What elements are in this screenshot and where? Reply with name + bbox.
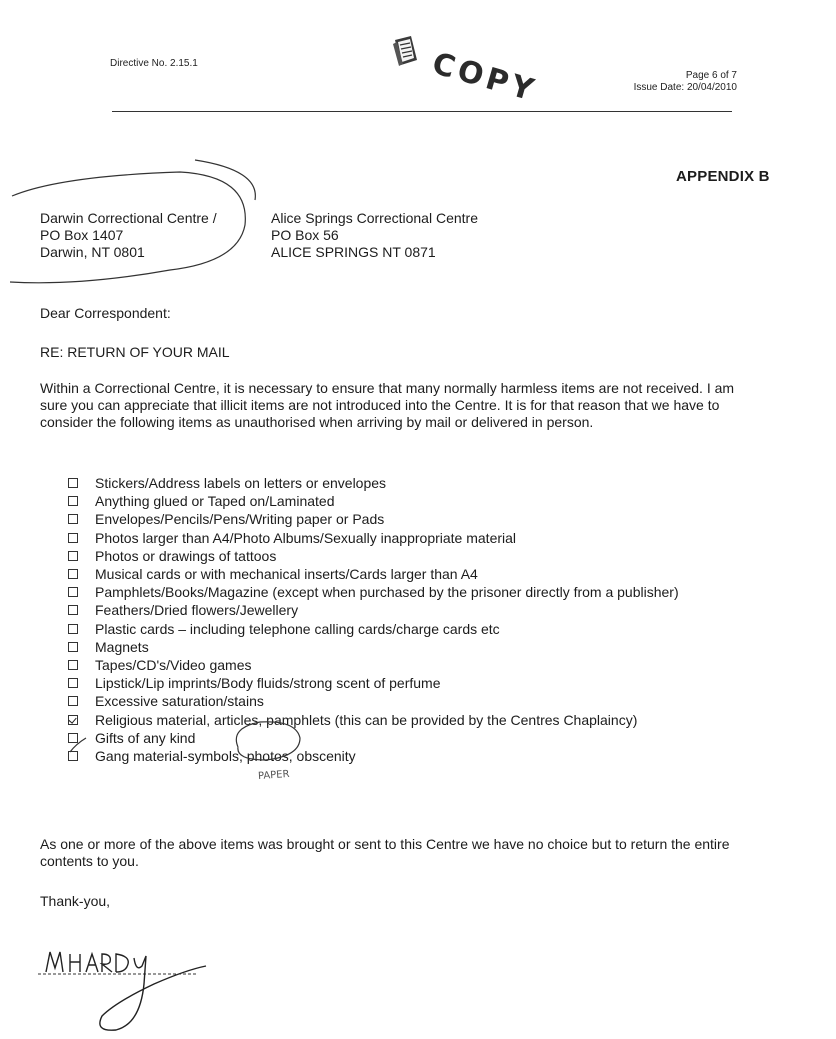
list-item <box>68 565 768 583</box>
item-text: Gang material-symbols, photos, obscenity <box>95 748 356 765</box>
list-item <box>68 601 768 619</box>
list-item <box>68 547 768 565</box>
list-item <box>68 474 768 492</box>
checkbox-icon <box>68 696 78 706</box>
list-item <box>68 692 768 710</box>
item-text: Tapes/CD's/Video games <box>95 657 252 674</box>
item-text: Feathers/Dried flowers/Jewellery <box>95 602 299 619</box>
darwin-address-line: PO Box 1407 <box>40 227 124 243</box>
checkbox-icon <box>68 733 78 743</box>
list-item <box>68 747 768 765</box>
list-item <box>68 638 768 656</box>
item-text: Photos larger than A4/Photo Albums/Sexually inappropriate material <box>95 529 517 546</box>
re-line: RE: RETURN OF YOUR MAIL <box>40 344 230 360</box>
issue-date: Issue Date: 20/04/2010 <box>633 82 737 93</box>
signature <box>36 944 216 1034</box>
document-stamp-icon <box>391 34 421 68</box>
checkbox-icon <box>68 551 78 561</box>
list-item <box>68 711 768 729</box>
item-text: Pamphlets/Books/Magazine (except when purchased by the prisoner directly from a publisher) <box>95 584 679 601</box>
checkbox-icon <box>68 642 78 652</box>
item-text: Stickers/Address labels on letters or envelopes <box>95 475 387 491</box>
darwin-address-line: Darwin, NT 0801 <box>40 244 145 260</box>
checkbox-icon <box>68 514 78 524</box>
checkbox-icon <box>68 751 78 761</box>
checkbox-icon <box>68 587 78 597</box>
handwritten-note: PAPER <box>257 768 290 783</box>
alice-address-line: Alice Springs Correctional Centre <box>271 210 478 226</box>
intro-paragraph: Within a Correctional Centre, it is necessary to ensure that many normally harmless items are not received. I am sure you can appreciate that illicit items are not introduced into the Centre. It is for that reason that we have to consider the following items as unauthorised when arriving by mail or delivered in person. <box>40 380 735 430</box>
checkbox-icon <box>68 478 78 488</box>
checked-checkbox-icon <box>68 715 78 725</box>
item-text: Envelopes/Pencils/Pens/Writing paper or Pads <box>95 511 385 528</box>
checkbox-icon <box>68 624 78 634</box>
item-text: Anything glued or Taped on/Laminated <box>95 493 335 510</box>
header-rule <box>112 111 732 112</box>
copy-stamp: COPY <box>428 46 542 110</box>
list-item <box>68 620 768 638</box>
checkbox-icon <box>68 533 78 543</box>
unauthorised-items-list <box>68 474 768 765</box>
signoff: Thank-you, <box>40 893 111 909</box>
list-item <box>68 510 768 528</box>
item-text: Musical cards or with mechanical inserts/Cards larger than A4 <box>95 566 478 583</box>
item-text: Gifts of any kind <box>95 729 196 746</box>
closing-paragraph: As one or more of the above items was brought or sent to this Centre we have no choice but to return the entire contents to you. <box>40 836 730 869</box>
list-item <box>68 583 768 601</box>
alice-address-line: ALICE SPRINGS NT 0871 <box>271 244 436 260</box>
alice-address-line: PO Box 56 <box>271 227 339 243</box>
list-item <box>68 656 768 674</box>
item-text: Plastic cards – including telephone calling cards/charge cards etc <box>95 620 500 637</box>
checkbox-icon <box>68 569 78 579</box>
checkbox-icon <box>68 678 78 688</box>
salutation: Dear Correspondent: <box>40 305 171 321</box>
list-item <box>68 492 768 510</box>
alice-springs-address <box>271 210 478 261</box>
page-number: Page 6 of 7 <box>685 70 737 81</box>
item-text: Lipstick/Lip imprints/Body fluids/strong scent of perfume <box>95 675 441 692</box>
appendix-title: APPENDIX B <box>676 168 770 185</box>
item-text: Magnets <box>95 638 149 655</box>
darwin-address <box>40 210 217 261</box>
item-text: Excessive saturation/stains <box>95 693 264 710</box>
checkbox-icon <box>68 605 78 615</box>
directive-number: Directive No. 2.15.1 <box>110 58 198 69</box>
list-item <box>68 729 768 747</box>
darwin-address-line: Darwin Correctional Centre / <box>40 210 217 226</box>
item-text: Religious material, articles, pamphlets (this can be provided by the Centres Chaplaincy) <box>95 711 638 728</box>
checkbox-icon <box>68 660 78 670</box>
list-item <box>68 529 768 547</box>
list-item <box>68 674 768 692</box>
checkbox-icon <box>68 496 78 506</box>
item-text: Photos or drawings of tattoos <box>95 547 277 564</box>
